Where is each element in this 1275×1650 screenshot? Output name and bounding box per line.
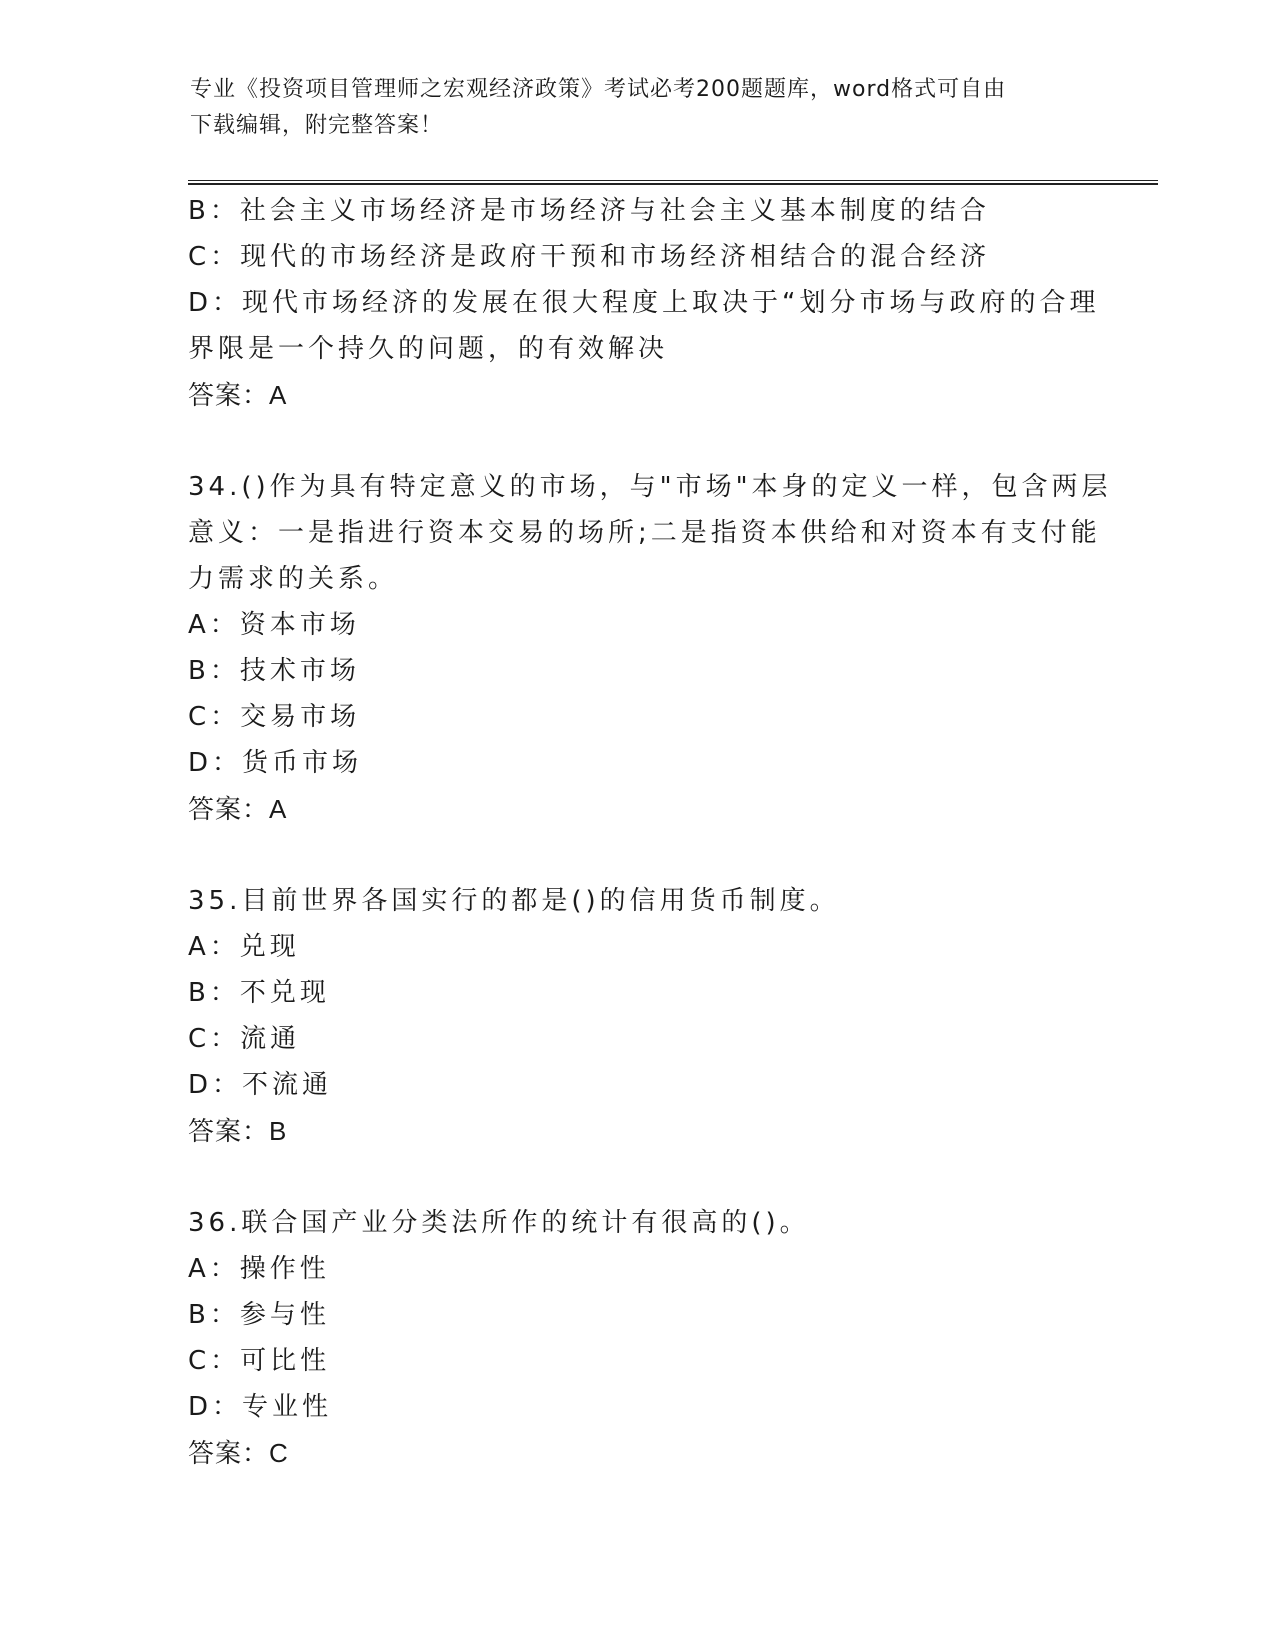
question-stem-line-2: 意义：一是指进行资本交易的场所;二是指资本供给和对资本有支付能 — [188, 518, 1101, 548]
spacer — [188, 1154, 1088, 1200]
option-b: B：参与性 — [188, 1300, 330, 1330]
option-a: A：兑现 — [188, 932, 300, 962]
document-header — [190, 72, 1090, 144]
header-line-2: 下载编辑，附完整答案！ — [190, 113, 444, 138]
question-34 — [188, 464, 1112, 832]
question-35 — [188, 878, 1088, 1154]
option-b: B：技术市场 — [188, 656, 360, 686]
option-c: C：流通 — [188, 1024, 301, 1054]
question-stem: 35.目前世界各国实行的都是()的信用货币制度。 — [188, 886, 840, 916]
option-d: D：专业性 — [188, 1392, 333, 1422]
option-a: A：操作性 — [188, 1254, 330, 1284]
option-b: B：社会主义市场经济是市场经济与社会主义基本制度的结合 — [188, 196, 990, 226]
question-33-continued — [188, 188, 1100, 418]
header-divider-thick — [188, 183, 1158, 185]
question-list — [188, 188, 1112, 1476]
question-stem-line-1: 34.()作为具有特定意义的市场，与"市场"本身的定义一样，包含两层 — [188, 472, 1112, 502]
option-c: C：可比性 — [188, 1346, 331, 1376]
option-b: B：不兑现 — [188, 978, 330, 1008]
answer: 答案：B — [188, 1116, 288, 1146]
answer: 答案：A — [188, 380, 288, 410]
option-c: C：交易市场 — [188, 702, 361, 732]
option-a: A：资本市场 — [188, 610, 360, 640]
answer: 答案：C — [188, 1438, 289, 1468]
question-36 — [188, 1200, 1088, 1476]
header-line-1: 专业《投资项目管理师之宏观经济政策》考试必考200题题库，word格式可自由 — [190, 77, 1007, 102]
option-d: D：货币市场 — [188, 748, 363, 778]
option-c: C：现代的市场经济是政府干预和市场经济相结合的混合经济 — [188, 242, 991, 272]
answer: 答案：A — [188, 794, 288, 824]
option-d: D：不流通 — [188, 1070, 333, 1100]
option-d-line-2: 界限是一个持久的问题，的有效解决 — [188, 334, 669, 364]
spacer — [188, 418, 1088, 464]
question-stem-line-3: 力需求的关系。 — [188, 564, 399, 594]
question-stem: 36.联合国产业分类法所作的统计有很高的()。 — [188, 1208, 810, 1238]
spacer — [188, 832, 1088, 878]
option-d-line-1: D：现代市场经济的发展在很大程度上取决于“划分市场与政府的合理 — [188, 288, 1100, 318]
header-divider-thin — [188, 180, 1158, 181]
